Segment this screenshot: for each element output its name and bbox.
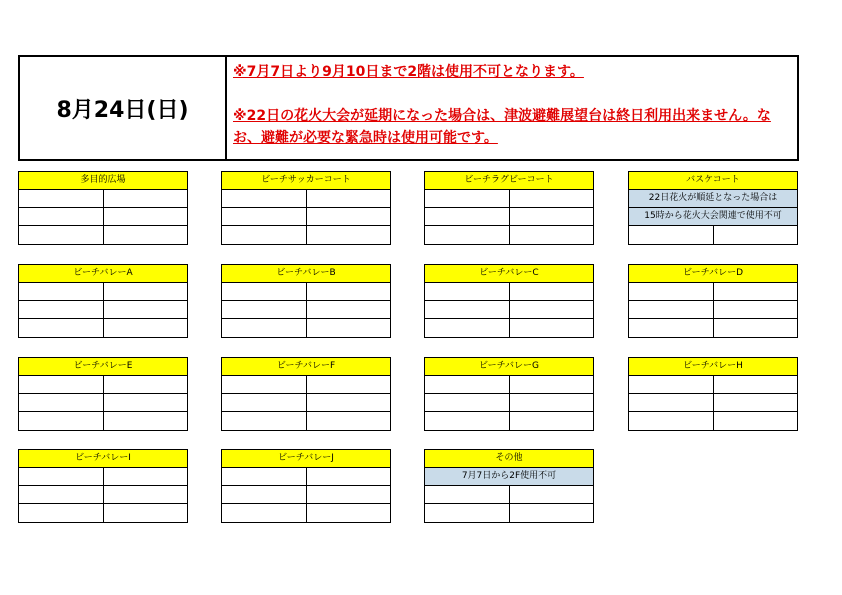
schedule-row bbox=[425, 319, 593, 337]
schedule-cell bbox=[307, 301, 391, 318]
schedule-cell bbox=[19, 504, 104, 522]
schedule-cell bbox=[510, 208, 594, 225]
schedule-cell bbox=[510, 190, 594, 207]
schedule-cell bbox=[222, 394, 307, 411]
schedule-cell bbox=[307, 468, 391, 485]
schedule-cell bbox=[510, 301, 594, 318]
facility-title: ビーチバレーD bbox=[629, 265, 797, 283]
schedule-cell bbox=[104, 468, 188, 485]
facility-title: その他 bbox=[425, 450, 593, 468]
schedule-cell bbox=[222, 468, 307, 485]
facility-multipurpose-plaza bbox=[18, 171, 188, 245]
schedule-row bbox=[222, 376, 390, 394]
schedule-cell bbox=[714, 394, 798, 411]
schedule-row bbox=[425, 208, 593, 226]
schedule-row bbox=[19, 208, 187, 226]
schedule-cell bbox=[222, 301, 307, 318]
schedule-row bbox=[222, 468, 390, 486]
facility-title: ビーチバレーJ bbox=[222, 450, 390, 468]
schedule-cell bbox=[222, 283, 307, 300]
schedule-cell bbox=[510, 283, 594, 300]
schedule-cell bbox=[714, 376, 798, 393]
schedule-cell bbox=[629, 226, 714, 244]
schedule-cell bbox=[222, 376, 307, 393]
facility-title: ビーチバレーI bbox=[19, 450, 187, 468]
schedule-row bbox=[425, 226, 593, 244]
schedule-cell bbox=[19, 394, 104, 411]
schedule-row bbox=[222, 301, 390, 319]
facility-basketball-court bbox=[628, 171, 798, 245]
schedule-row bbox=[629, 226, 797, 244]
facility-title: バスケコート bbox=[629, 172, 797, 190]
schedule-row bbox=[222, 319, 390, 337]
schedule-cell bbox=[19, 283, 104, 300]
facility-title: ビーチラグビーコート bbox=[425, 172, 593, 190]
schedule-row bbox=[19, 394, 187, 412]
schedule-cell bbox=[425, 486, 510, 503]
schedule-cell bbox=[425, 301, 510, 318]
schedule-row bbox=[222, 504, 390, 522]
schedule-cell bbox=[510, 394, 594, 411]
schedule-cell bbox=[714, 283, 798, 300]
date-cell bbox=[20, 57, 227, 159]
schedule-cell bbox=[425, 226, 510, 244]
schedule-cell bbox=[425, 208, 510, 225]
schedule-row bbox=[222, 190, 390, 208]
schedule-row bbox=[222, 283, 390, 301]
schedule-cell bbox=[222, 486, 307, 503]
facility-beach-volley-i bbox=[18, 449, 188, 523]
schedule-cell bbox=[307, 283, 391, 300]
schedule-row bbox=[629, 319, 797, 337]
schedule-row bbox=[19, 468, 187, 486]
schedule-cell bbox=[222, 412, 307, 430]
facility-title: ビーチバレーF bbox=[222, 358, 390, 376]
schedule-header bbox=[18, 55, 799, 161]
schedule-cell bbox=[104, 486, 188, 503]
schedule-row bbox=[425, 486, 593, 504]
facility-title: 多目的広場 bbox=[19, 172, 187, 190]
schedule-cell bbox=[510, 319, 594, 337]
facility-beach-volley-c bbox=[424, 264, 594, 338]
facility-note: 15時から花火大会関連で使用不可 bbox=[629, 208, 797, 226]
schedule-cell bbox=[19, 468, 104, 485]
schedule-row bbox=[19, 319, 187, 337]
facility-note: 22日花火が順延となった場合は bbox=[629, 190, 797, 208]
schedule-cell bbox=[222, 190, 307, 207]
schedule-cell bbox=[307, 376, 391, 393]
schedule-cell bbox=[19, 412, 104, 430]
schedule-row bbox=[425, 504, 593, 522]
schedule-row bbox=[19, 283, 187, 301]
schedule-row bbox=[629, 394, 797, 412]
schedule-cell bbox=[714, 226, 798, 244]
schedule-cell bbox=[104, 412, 188, 430]
schedule-cell bbox=[714, 301, 798, 318]
schedule-row bbox=[19, 190, 187, 208]
schedule-cell bbox=[510, 504, 594, 522]
facility-beach-volley-d bbox=[628, 264, 798, 338]
schedule-row bbox=[19, 301, 187, 319]
facility-beach-volley-j bbox=[221, 449, 391, 523]
schedule-cell bbox=[104, 376, 188, 393]
schedule-cell bbox=[714, 412, 798, 430]
schedule-row bbox=[425, 190, 593, 208]
schedule-row bbox=[222, 412, 390, 430]
schedule-cell bbox=[510, 226, 594, 244]
schedule-row bbox=[222, 208, 390, 226]
schedule-cell bbox=[104, 208, 188, 225]
schedule-row bbox=[425, 412, 593, 430]
schedule-cell bbox=[19, 319, 104, 337]
schedule-cell bbox=[425, 319, 510, 337]
schedule-cell bbox=[104, 504, 188, 522]
schedule-row bbox=[629, 301, 797, 319]
facility-note: 7月7日から2F使用不可 bbox=[425, 468, 593, 486]
schedule-row bbox=[629, 283, 797, 301]
schedule-cell bbox=[307, 412, 391, 430]
schedule-cell bbox=[307, 486, 391, 503]
schedule-cell bbox=[629, 394, 714, 411]
schedule-cell bbox=[222, 319, 307, 337]
schedule-cell bbox=[222, 226, 307, 244]
date-label: 8月24日(日) bbox=[56, 97, 189, 123]
facility-title: ビーチバレーE bbox=[19, 358, 187, 376]
schedule-cell bbox=[104, 301, 188, 318]
schedule-cell bbox=[425, 376, 510, 393]
notice-second-floor: ※7月7日より9月10日まで2階は使用不可となります。 bbox=[233, 64, 584, 80]
schedule-cell bbox=[307, 208, 391, 225]
schedule-row bbox=[19, 504, 187, 522]
schedule-row bbox=[19, 226, 187, 244]
facility-title: ビーチバレーC bbox=[425, 265, 593, 283]
schedule-cell bbox=[104, 319, 188, 337]
schedule-row bbox=[629, 376, 797, 394]
facility-title: ビーチバレーA bbox=[19, 265, 187, 283]
schedule-cell bbox=[104, 283, 188, 300]
facility-title: ビーチバレーH bbox=[629, 358, 797, 376]
schedule-cell bbox=[629, 376, 714, 393]
schedule-cell bbox=[19, 301, 104, 318]
facility-beach-soccer bbox=[221, 171, 391, 245]
schedule-cell bbox=[222, 208, 307, 225]
schedule-row bbox=[19, 412, 187, 430]
facility-title: ビーチバレーB bbox=[222, 265, 390, 283]
schedule-cell bbox=[307, 394, 391, 411]
facility-beach-volley-g bbox=[424, 357, 594, 431]
schedule-cell bbox=[629, 319, 714, 337]
schedule-cell bbox=[19, 208, 104, 225]
schedule-cell bbox=[714, 319, 798, 337]
schedule-cell bbox=[307, 504, 391, 522]
schedule-row bbox=[19, 376, 187, 394]
schedule-cell bbox=[104, 226, 188, 244]
schedule-cell bbox=[510, 412, 594, 430]
facility-title: ビーチサッカーコート bbox=[222, 172, 390, 190]
schedule-cell bbox=[307, 190, 391, 207]
schedule-cell bbox=[104, 190, 188, 207]
schedule-row bbox=[425, 301, 593, 319]
schedule-cell bbox=[425, 283, 510, 300]
facility-other bbox=[424, 449, 594, 523]
schedule-cell bbox=[629, 412, 714, 430]
schedule-row bbox=[222, 486, 390, 504]
facility-beach-volley-a bbox=[18, 264, 188, 338]
schedule-cell bbox=[104, 394, 188, 411]
schedule-row bbox=[19, 486, 187, 504]
schedule-row bbox=[222, 226, 390, 244]
notice-fireworks: ※22日の花火大会が延期になった場合は、津波避難展望台は終日利用出来ません。なお、避難が必要な緊急時は使用可能です。 bbox=[233, 108, 771, 146]
schedule-cell bbox=[19, 486, 104, 503]
schedule-cell bbox=[425, 190, 510, 207]
schedule-cell bbox=[307, 319, 391, 337]
schedule-cell bbox=[19, 376, 104, 393]
schedule-cell bbox=[222, 504, 307, 522]
schedule-cell bbox=[425, 504, 510, 522]
schedule-cell bbox=[510, 486, 594, 503]
facility-beach-rugby bbox=[424, 171, 594, 245]
schedule-row bbox=[425, 394, 593, 412]
schedule-cell bbox=[510, 376, 594, 393]
schedule-cell bbox=[307, 226, 391, 244]
facility-beach-volley-e bbox=[18, 357, 188, 431]
schedule-row bbox=[222, 394, 390, 412]
schedule-cell bbox=[19, 226, 104, 244]
schedule-cell bbox=[629, 283, 714, 300]
schedule-row bbox=[629, 412, 797, 430]
schedule-cell bbox=[19, 190, 104, 207]
facility-beach-volley-b bbox=[221, 264, 391, 338]
facility-beach-volley-f bbox=[221, 357, 391, 431]
schedule-cell bbox=[425, 394, 510, 411]
notice-cell bbox=[227, 57, 797, 159]
schedule-row bbox=[425, 376, 593, 394]
schedule-row bbox=[425, 283, 593, 301]
schedule-cell bbox=[425, 412, 510, 430]
facility-beach-volley-h bbox=[628, 357, 798, 431]
facility-title: ビーチバレーG bbox=[425, 358, 593, 376]
schedule-cell bbox=[629, 301, 714, 318]
